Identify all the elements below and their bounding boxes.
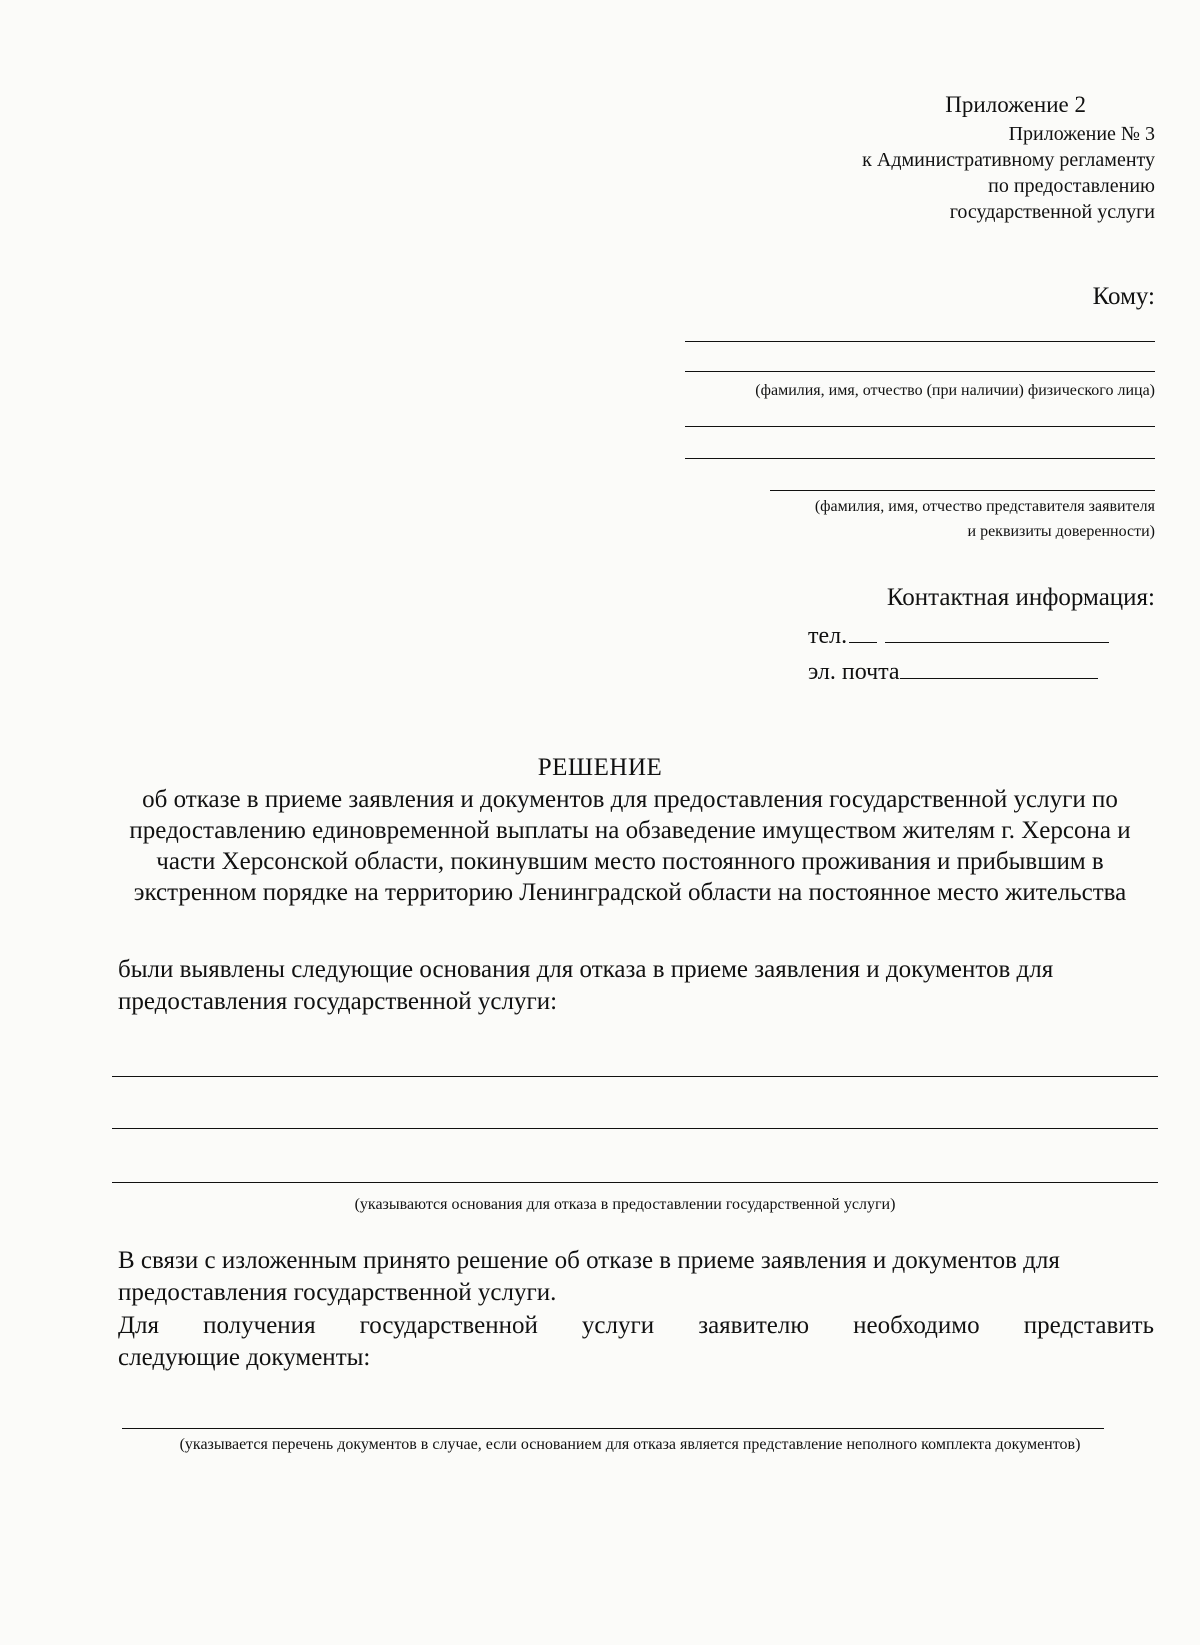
docs-caption: (указывается перечень документов в случае, если основанием для отказа является представление неполного комплекта документов) bbox=[179, 1436, 1081, 1453]
decision-subtitle: об отказе в приеме заявления и документов для предоставления государственной услуги по предоставлению единовременной выплаты на обзаведение имуществом жителям г. Херсона и части Херсонской области, покинувшим место постоянного проживания и прибывшим в экстренном порядке на территорию Ленинградской области на постоянное место жительства bbox=[129, 786, 1131, 906]
phone-label: тел. bbox=[808, 623, 848, 649]
representative-caption-line: (фамилия, имя, отчество представителя заявителя bbox=[814, 498, 1155, 515]
required-docs-text-end: следующие документы: bbox=[118, 1344, 371, 1371]
recipient-person-caption: (фамилия, имя, отчество (при наличии) физического лица) bbox=[755, 382, 1155, 399]
grounds-caption: (указываются основания для отказа в предоставлении государственной услуги) bbox=[354, 1196, 896, 1213]
representative-line-3[interactable] bbox=[770, 490, 1155, 491]
appendix-ref-line: Приложение № 3 bbox=[1008, 123, 1155, 145]
phone-row bbox=[808, 620, 1109, 651]
required-docs-text: Для получения государственной услуги заявителю необходимо представить bbox=[118, 1312, 1154, 1339]
conclusion-text: В связи с изложенным принято решение об отказе в приеме заявления и документов для предоставления государственной услуги. bbox=[118, 1247, 1060, 1306]
representative-line-2[interactable] bbox=[685, 458, 1155, 459]
grounds-line-3[interactable] bbox=[112, 1182, 1158, 1183]
appendix-reference bbox=[700, 121, 1155, 225]
representative-line-1[interactable] bbox=[685, 426, 1155, 427]
appendix-main: Приложение 2 bbox=[945, 92, 1086, 117]
recipient-line-1[interactable] bbox=[685, 341, 1155, 342]
appendix-ref-line: по предоставлению bbox=[988, 175, 1155, 197]
decision-title: РЕШЕНИЕ bbox=[537, 754, 663, 781]
recipient-label: Кому: bbox=[1092, 283, 1155, 310]
contact-title: Контактная информация: bbox=[886, 584, 1155, 611]
recipient-line-2[interactable] bbox=[685, 371, 1155, 372]
email-label: эл. почта bbox=[808, 659, 900, 685]
appendix-ref-line: государственной услуги bbox=[949, 201, 1155, 223]
representative-caption-line: и реквизиты доверенности) bbox=[967, 523, 1155, 540]
phone-prefix-field[interactable] bbox=[849, 620, 877, 643]
docs-line[interactable] bbox=[122, 1428, 1104, 1429]
grounds-line-2[interactable] bbox=[112, 1128, 1158, 1129]
email-row bbox=[808, 656, 1098, 687]
email-field[interactable] bbox=[900, 656, 1098, 679]
representative-caption bbox=[600, 494, 1155, 544]
phone-field[interactable] bbox=[885, 620, 1109, 643]
grounds-line-1[interactable] bbox=[112, 1076, 1158, 1077]
appendix-ref-line: к Административному регламенту bbox=[862, 149, 1155, 171]
grounds-intro: были выявлены следующие основания для отказа в приеме заявления и документов для предоставления государственной услуги: bbox=[118, 956, 1054, 1015]
